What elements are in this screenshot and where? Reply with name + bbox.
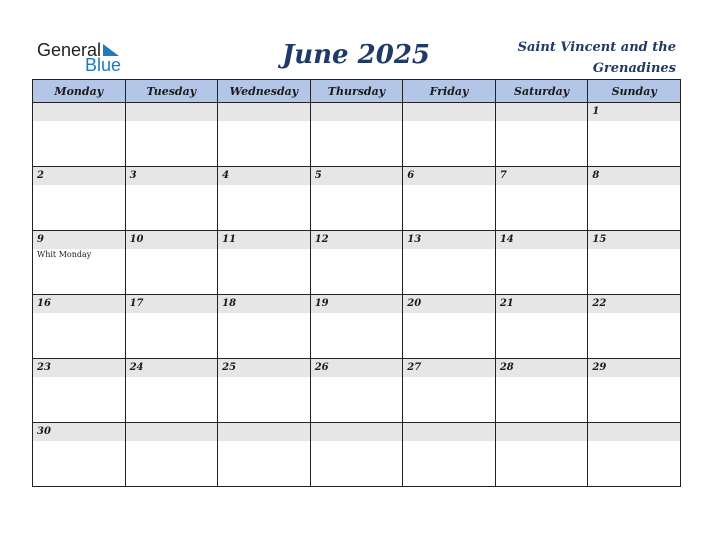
- holiday-label: Whit Monday: [37, 250, 92, 259]
- week-row: [33, 231, 681, 295]
- week-row: [33, 167, 681, 231]
- day-number: [311, 423, 403, 441]
- weekday-header-row: [33, 80, 681, 103]
- day-number: 1: [588, 103, 680, 121]
- week-row: [33, 295, 681, 359]
- logo-text-general: General: [37, 40, 102, 60]
- day-cell: [495, 231, 588, 295]
- day-number: 24: [126, 359, 218, 377]
- day-number: 25: [218, 359, 310, 377]
- day-cell: [588, 423, 681, 487]
- day-number: 13: [403, 231, 495, 249]
- day-cell: [403, 103, 496, 167]
- country-line-1: Saint Vincent and the: [517, 40, 676, 55]
- day-cell: [310, 103, 403, 167]
- day-cell: [588, 167, 681, 231]
- day-cell: [33, 231, 126, 295]
- day-number: 29: [588, 359, 680, 377]
- weekday-header: Monday: [33, 80, 126, 103]
- week-row: [33, 423, 681, 487]
- day-cell: [495, 423, 588, 487]
- day-cell: [310, 295, 403, 359]
- day-number: 9: [33, 231, 125, 249]
- day-number: 2: [33, 167, 125, 185]
- day-number: [33, 103, 125, 121]
- day-number: 14: [496, 231, 588, 249]
- day-cell: [218, 231, 311, 295]
- day-number: [403, 423, 495, 441]
- day-number: 4: [218, 167, 310, 185]
- day-number: 15: [588, 231, 680, 249]
- weekday-header: Wednesday: [218, 80, 311, 103]
- weekday-header: Thursday: [310, 80, 403, 103]
- day-number: [496, 423, 588, 441]
- day-cell: [588, 103, 681, 167]
- weekday-header: Friday: [403, 80, 496, 103]
- day-number: 10: [126, 231, 218, 249]
- day-number: [218, 103, 310, 121]
- day-cell: [33, 359, 126, 423]
- day-cell: [125, 231, 218, 295]
- day-cell: [125, 167, 218, 231]
- logo-text-blue: Blue: [85, 55, 122, 75]
- day-number: [218, 423, 310, 441]
- day-number: 19: [311, 295, 403, 313]
- generalblue-logo: [37, 40, 137, 74]
- day-cell: [33, 103, 126, 167]
- day-number: [311, 103, 403, 121]
- day-cell: [33, 423, 126, 487]
- day-number: [126, 103, 218, 121]
- day-number: 11: [218, 231, 310, 249]
- day-cell: [310, 359, 403, 423]
- day-number: 18: [218, 295, 310, 313]
- day-cell: [495, 359, 588, 423]
- day-cell: [310, 423, 403, 487]
- day-number: 28: [496, 359, 588, 377]
- day-cell: [495, 295, 588, 359]
- weekday-header: Tuesday: [125, 80, 218, 103]
- day-cell: [403, 359, 496, 423]
- day-cell: [125, 103, 218, 167]
- country-name: [486, 37, 676, 79]
- day-number: [496, 103, 588, 121]
- day-cell: [218, 167, 311, 231]
- day-cell: [403, 295, 496, 359]
- day-cell: [310, 231, 403, 295]
- weekday-header: Sunday: [588, 80, 681, 103]
- day-number: 3: [126, 167, 218, 185]
- day-cell: [403, 423, 496, 487]
- day-number: 12: [311, 231, 403, 249]
- day-number: 6: [403, 167, 495, 185]
- day-number: 21: [496, 295, 588, 313]
- day-cell: [310, 167, 403, 231]
- day-cell: [218, 423, 311, 487]
- day-number: 26: [311, 359, 403, 377]
- calendar-grid: [32, 79, 681, 487]
- day-cell: [33, 167, 126, 231]
- day-number: 23: [33, 359, 125, 377]
- day-cell: [33, 295, 126, 359]
- day-cell: [125, 295, 218, 359]
- day-number: 22: [588, 295, 680, 313]
- day-cell: [125, 359, 218, 423]
- day-cell: [125, 423, 218, 487]
- day-cell: [403, 167, 496, 231]
- day-number: [403, 103, 495, 121]
- day-cell: [588, 295, 681, 359]
- day-number: 5: [311, 167, 403, 185]
- day-cell: [403, 231, 496, 295]
- day-cell: [588, 231, 681, 295]
- day-cell: [495, 103, 588, 167]
- country-line-2: Grenadines: [592, 61, 676, 76]
- calendar-title: June 2025: [281, 40, 431, 70]
- day-number: 17: [126, 295, 218, 313]
- day-cell: [588, 359, 681, 423]
- day-cell: [218, 359, 311, 423]
- day-cell: [218, 295, 311, 359]
- day-number: [126, 423, 218, 441]
- day-number: 8: [588, 167, 680, 185]
- day-number: 27: [403, 359, 495, 377]
- week-row: [33, 103, 681, 167]
- day-number: 30: [33, 423, 125, 441]
- day-number: 16: [33, 295, 125, 313]
- day-number: 20: [403, 295, 495, 313]
- day-number: [588, 423, 680, 441]
- calendar-body: [33, 103, 681, 487]
- day-number: 7: [496, 167, 588, 185]
- week-row: [33, 359, 681, 423]
- day-cell: [495, 167, 588, 231]
- weekday-header: Saturday: [495, 80, 588, 103]
- day-cell: [218, 103, 311, 167]
